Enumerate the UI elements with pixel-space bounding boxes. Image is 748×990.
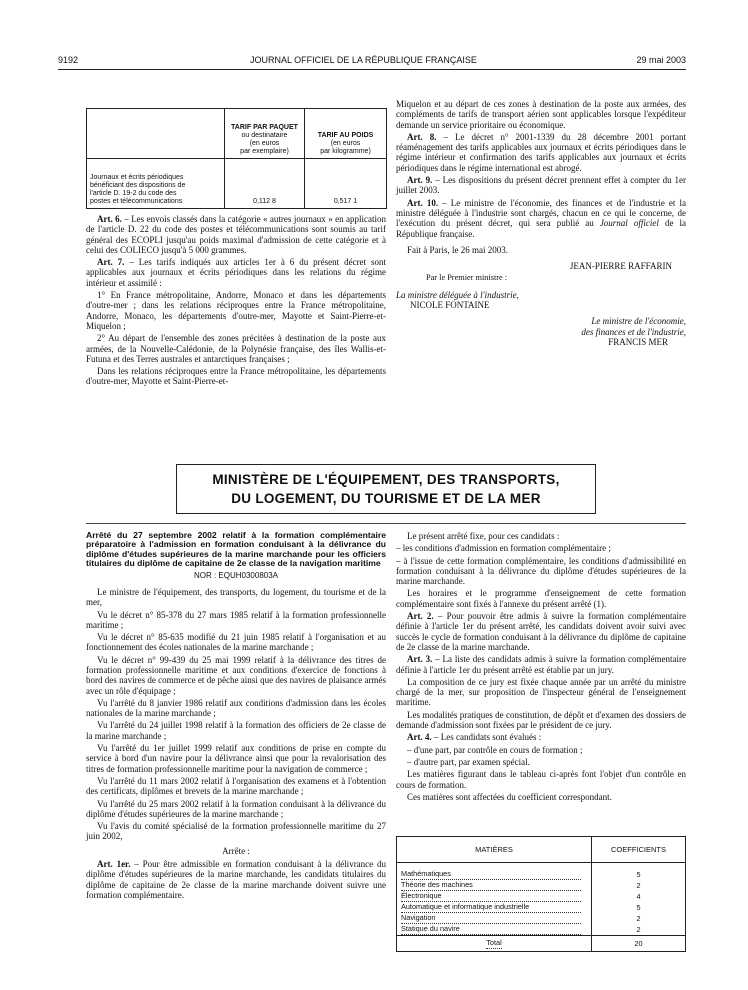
tariff-row-label — [87, 159, 225, 209]
coefficient-value: 2 — [592, 880, 686, 891]
article-text: – Pour pouvoir être admis à suivre la formation complémentaire définie à l'article 1er du présent arrêté, les candidats doivent avoir suivi avec succès le cycle de formation conduisant à la délivrance du diplôme de capitaine de 2e classe de la marine marchande. — [396, 611, 686, 652]
article-text: – Le ministre de l'économie, des finances et de l'industrie et la ministre déléguée à l'industrie sont chargés, chacun en ce qui le concerne, de l'exécution du présent décret, qui sera publié au — [396, 197, 686, 229]
article-text: de la République française. — [396, 218, 686, 239]
tariff-header-line: (en euros — [249, 140, 280, 147]
paragraph: La composition de ce jury est fixée chaque année par un arrêté du ministre chargé de la mer, sur proposition de l'inspecteur général de l'enseignement maritime. — [396, 676, 686, 708]
matiere-label: Théorie des machines — [401, 880, 581, 891]
tariff-header-line: par exemplaire) — [240, 148, 289, 155]
article-label: Art. 2. — [407, 611, 434, 622]
visa-paragraph: Vu l'arrêté du 1er juillet 1999 relatif aux conditions de prise en compte du service à bord d'un navire pour la délivrance ainsi que pour la revalorisation des titres de formation professionnelle maritime pour la navigation de commerce ; — [86, 743, 386, 774]
article-label: Art. 8. — [407, 131, 437, 142]
tariff-label-line: Journaux et écrits périodiques — [90, 174, 184, 181]
article-2 — [396, 611, 686, 652]
article-label: Art. 4. — [407, 732, 432, 743]
dash-item: – les conditions d'admission en formation complémentaire ; — [396, 543, 611, 554]
page-header — [58, 55, 686, 67]
table-row — [397, 891, 686, 902]
issue-date: 29 mai 2003 — [636, 55, 686, 65]
article-label: Art. 9. — [407, 175, 433, 186]
arrete-visas — [86, 587, 386, 842]
visa-paragraph: Vu l'avis du comité spécialisé de la formation professionnelle maritime du 27 juin 2002, — [86, 821, 386, 842]
arrete-column — [86, 531, 386, 902]
signature-raffarin: JEAN-PIERRE RAFFARIN — [569, 261, 672, 272]
tariff-label-line: l'article D. 19-2 du code des — [90, 190, 177, 197]
tariff-header-line: TARIF AU POIDS — [317, 132, 374, 139]
paragraph: Dans les relations réciproques entre la France métropolitaine, les départements d'outre-mer, Mayotte et Saint-Pierre-et- — [86, 366, 386, 387]
article-text: – Les dispositions du présent décret prennent effet à compter du 1er juillet 2003. — [396, 175, 686, 196]
ministre-deleguee: La ministre déléguée à l'industrie, — [396, 289, 519, 300]
coefficient-value: 2 — [592, 924, 686, 936]
coefficient-value: 5 — [592, 863, 686, 881]
coefficient-value: 5 — [592, 902, 686, 913]
article-6 — [86, 214, 386, 255]
paragraph: Les modalités pratiques de constitution, de dépôt et d'examen des dossiers de demande d'admission sont fixées par le président de ce jury. — [396, 709, 686, 731]
matiere-label: Navigation — [401, 913, 581, 924]
table-row — [397, 913, 686, 924]
matieres-table — [396, 836, 686, 952]
ministre-economie-2: des finances et de l'industrie, — [581, 326, 686, 337]
article-label: Art. 1er. — [97, 859, 131, 870]
visa-paragraph: Vu le décret n° 99-439 du 25 mai 1999 relatif à la délivrance des titres de formation professionnelle maritime et aux conditions d'exercice de fonctions à bord des navires de commerce et de pêche ainsi que des navires de plaisance armés avec un rôle d'équipage ; — [86, 654, 386, 696]
article-label: Art. 10. — [407, 197, 439, 208]
signature-mer: FRANCIS MER — [608, 336, 668, 347]
tariff-header-line: ou destinataire — [241, 132, 288, 139]
visa-paragraph: Vu le décret n° 85-635 modifié du 21 juin 1985 relatif à l'organisation et au fonctionnement des écoles nationales de la marine marchande ; — [86, 632, 386, 653]
matiere-label: Électronique — [401, 891, 581, 902]
article-text: – Les candidats sont évalués : — [431, 732, 542, 743]
table-row — [397, 902, 686, 913]
paragraph: Ces matières sont affectées du coefficient correspondant. — [407, 791, 612, 802]
dash-item: – d'autre part, par examen spécial. — [407, 756, 530, 767]
visa-paragraph: Vu le décret n° 85-378 du 27 mars 1985 relatif à la formation professionnelle maritime ; — [86, 609, 386, 630]
matiere-name — [397, 902, 592, 913]
table-row — [397, 924, 686, 936]
ministre-economie: Le ministre de l'économie, — [591, 316, 686, 327]
total-label-text: Total — [486, 938, 502, 947]
header-rule — [58, 69, 686, 70]
tariff-label-line: bénéficiant des dispositions de — [90, 182, 186, 189]
matiere-name — [397, 863, 592, 881]
table-row — [397, 863, 686, 881]
par-le-premier-ministre: Par le Premier ministre : — [426, 273, 508, 283]
paragraph: Les horaires et le programme d'enseignement de cette formation complémentaire sont fixés à l'annexe du présent arrêté (1). — [396, 588, 686, 609]
matieres-rows — [397, 863, 686, 936]
arrete-title: Arrêté du 27 septembre 2002 relatif à la formation complémentaire préparatoire à l'admission en formation conduisant à la délivrance du diplôme d'études supérieures de la marine marchande pour les officiers titulaires du diplôme de capitaine de 2e classe de la navigation maritime — [86, 530, 386, 569]
tariff-table — [86, 108, 387, 209]
done-at: Fait à Paris, le 26 mai 2003. — [407, 244, 508, 255]
article-1 — [86, 859, 386, 900]
left-column-top — [86, 214, 386, 389]
coefficients-header: COEFFICIENTS — [592, 837, 686, 863]
article-9 — [396, 175, 686, 196]
nor-reference: NOR : EQUH0300803A — [193, 570, 279, 580]
visa-paragraph: Vu l'arrêté du 24 juillet 1998 relatif à la formation des officiers de 2e classe de la marine marchande ; — [86, 720, 386, 741]
tariff-header-line: par kilogramme) — [320, 148, 371, 155]
visa-paragraph: Vu l'arrêté du 11 mars 2002 relatif à l'organisation des examens et à l'obtention des certificats, diplômes et brevets de la marine marchande ; — [86, 775, 386, 797]
paragraph: 1° En France métropolitaine, Andorre, Monaco et dans les départements d'outre-mer ; dans les relations réciproques entre la France métropolitaine, Andorre, Monaco, les départements d'outre-mer, Mayotte et Saint-Pierre-et-Miquelon ; — [86, 290, 386, 331]
article-label: Art. 3. — [407, 654, 433, 665]
dash-item: – d'une part, par contrôle en cours de formation ; — [407, 744, 583, 755]
journal-title: JOURNAL OFFICIEL DE LA RÉPUBLIQUE FRANÇAISE — [250, 55, 477, 65]
article-label: Art. 7. — [97, 257, 125, 268]
matieres-header: MATIÈRES — [397, 837, 592, 863]
signature-fontaine: NICOLE FONTAINE — [410, 300, 490, 311]
matiere-label: Automatique et informatique industrielle — [401, 902, 581, 913]
journal-name: Journal officiel — [599, 218, 659, 229]
right-column-bottom — [396, 531, 686, 804]
tariff-header-line: TARIF PAR PAQUET — [231, 124, 298, 131]
article-text: – Les tarifs indiqués aux articles 1er à 6 du présent décret sont applicables aux journaux et écrits périodiques dans les relations du régime intérieur et assimilé : — [86, 257, 386, 288]
tariff-corner-cell — [87, 109, 225, 159]
total-value: 20 — [592, 936, 686, 952]
matiere-name — [397, 924, 592, 936]
section-rule — [86, 523, 686, 524]
matiere-name — [397, 891, 592, 902]
tariff-header-line: (en euros — [330, 140, 361, 147]
article-4 — [396, 732, 686, 742]
article-10 — [396, 198, 686, 239]
tariff-value-poids: 0,517 1 — [305, 159, 387, 209]
article-text: – La liste des candidats admis à suivre la formation complémentaire définie à l'article 1er du présent arrêté est établie par un jury. — [396, 654, 687, 675]
visa-paragraph: Vu l'arrêté du 8 janvier 1986 relatif aux conditions d'admission dans les écoles nationales de la marine marchande ; — [86, 697, 386, 719]
table-row — [397, 880, 686, 891]
article-7 — [86, 257, 386, 288]
paragraph: 2° Au départ de l'ensemble des zones précitées à destination de la poste aux armées, de la Nouvelle-Calédonie, de la Polynésie française, des îles Wallis-et-Futuna et des Terres australes et antarctiques françaises ; — [86, 333, 386, 364]
total-label — [397, 936, 592, 952]
visa-paragraph: Le ministre de l'équipement, des transports, du logement, du tourisme et de la mer, — [86, 586, 386, 608]
matiere-name — [397, 913, 592, 924]
article-label: Art. 6. — [97, 214, 122, 224]
ministry-line: MINISTÈRE DE L'ÉQUIPEMENT, DES TRANSPORTS, — [212, 472, 560, 487]
arrete-word: Arrête : — [222, 845, 250, 856]
paragraph: Le présent arrêté fixe, pour ces candidats : — [407, 531, 560, 541]
article-8 — [396, 132, 686, 173]
right-column-top — [396, 99, 686, 347]
tariff-header-paquet — [225, 109, 305, 159]
article-text: – Le décret n° 2001-1339 du 28 décembre 2001 portant réaménagement des tarifs applicables aux journaux et écrits périodiques dans le régime intérieur et confirmation des tarifs applicables aux journaux et écrits périodiques dans le régime international est abrogé. — [396, 131, 686, 173]
page-number: 9192 — [58, 55, 79, 65]
article-text: – Pour être admissible en formation conduisant à la délivrance du diplôme d'études supérieures de la marine marchande, les candidats titulaires du diplôme de capitaine de 2e classe de la marine marchande doivent suivre une formation complémentaire. — [86, 859, 386, 900]
paragraph: Miquelon et au départ de ces zones à destination de la poste aux armées, des compléments de tarifs de transport aérien sont applicables lorsque l'expéditeur demande un service prioritaire ou économique. — [396, 99, 686, 130]
ministry-line: DU LOGEMENT, DU TOURISME ET DE LA MER — [231, 491, 541, 506]
matiere-label: Mathématiques — [401, 869, 581, 880]
article-text: – Les envois classés dans la catégorie « autres journaux » en application de l'article D. 22 du code des postes et télécommunications sont soumis au tarif général des ECOPLI jusqu'au poids maximal d'admission de cette catégorie et à celui des COLIECO jusqu'à 5 000 grammes. — [86, 214, 386, 255]
tariff-value-paquet: 0,112 8 — [225, 159, 305, 209]
tariff-header-poids — [305, 109, 387, 159]
matiere-name — [397, 880, 592, 891]
dash-item: – à l'issue de cette formation complémentaire, les conditions d'admissibilité en formation conduisant à la délivrance du diplôme d'études supérieures de la marine marchande. — [396, 555, 686, 587]
coefficient-value: 2 — [592, 913, 686, 924]
ministry-heading — [176, 464, 596, 514]
matiere-label: Statique du navire — [401, 924, 581, 935]
paragraph: Les matières figurant dans le tableau ci-après font l'objet d'un contrôle en cours de formation. — [396, 769, 686, 790]
visa-paragraph: Vu l'arrêté du 25 mars 2002 relatif à la formation conduisant à la délivrance du diplôme d'études supérieures de la marine marchande ; — [86, 798, 386, 819]
tariff-label-line: postes et télécommunications — [90, 198, 183, 205]
coefficient-value: 4 — [592, 891, 686, 902]
article-3 — [396, 654, 686, 675]
